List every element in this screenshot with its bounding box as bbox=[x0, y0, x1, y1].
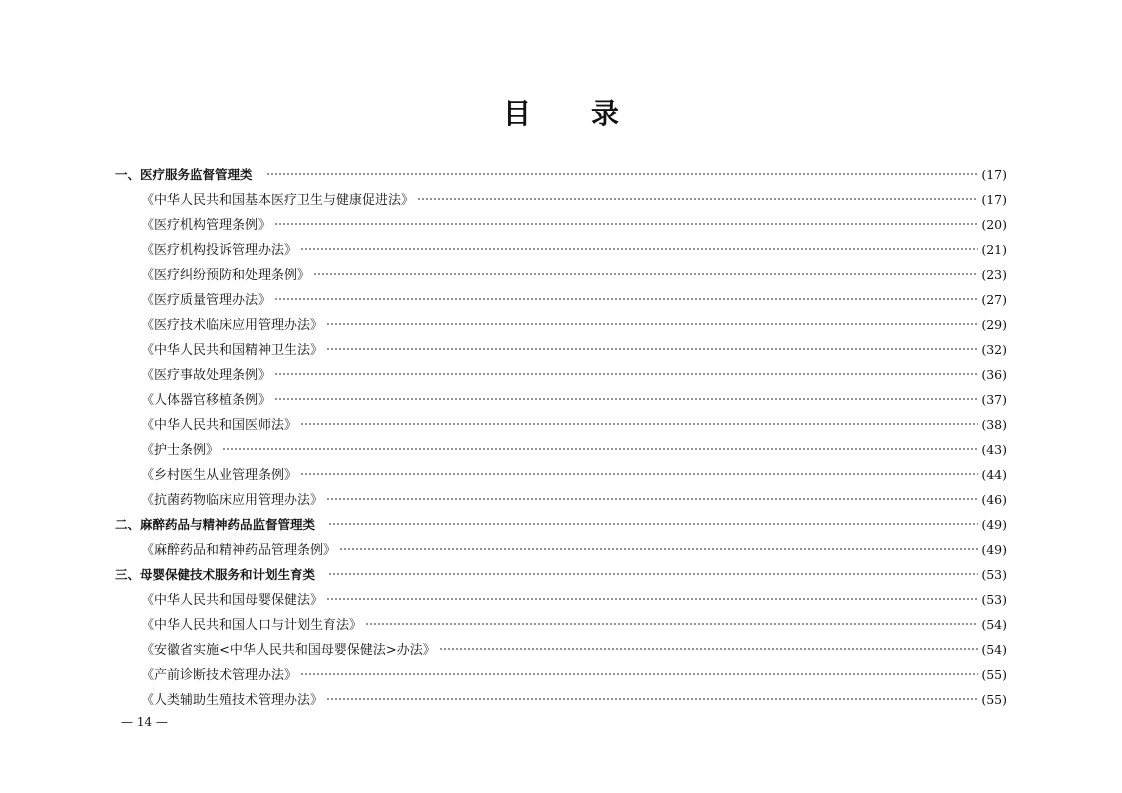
toc-page-number: (49) bbox=[981, 542, 1007, 557]
dot-leader bbox=[266, 173, 979, 175]
toc-item-row bbox=[115, 362, 1007, 387]
toc-item-row bbox=[115, 237, 1007, 262]
dot-leader bbox=[326, 348, 978, 350]
toc-page-number: (46) bbox=[981, 492, 1007, 507]
dot-leader bbox=[339, 548, 978, 550]
toc-entry-title: 《人体器官移植条例》 bbox=[141, 393, 272, 408]
dot-leader bbox=[326, 698, 978, 700]
dot-leader bbox=[300, 673, 978, 675]
toc-entry-title: 《医疗事故处理条例》 bbox=[141, 368, 272, 383]
toc-entry-title: 《中华人民共和国医师法》 bbox=[141, 418, 298, 433]
dot-leader bbox=[274, 373, 978, 375]
toc-section-row bbox=[115, 512, 1007, 537]
toc-item-row bbox=[115, 487, 1007, 512]
toc-item-row bbox=[115, 662, 1007, 687]
toc-page-number: (27) bbox=[981, 292, 1007, 307]
toc-entry-title: 《中华人民共和国精神卫生法》 bbox=[141, 343, 324, 358]
dot-leader bbox=[326, 323, 978, 325]
toc-page-number: (55) bbox=[981, 667, 1007, 682]
toc-page-number: (37) bbox=[981, 392, 1007, 407]
toc-page-number: (17) bbox=[981, 192, 1007, 207]
toc-page-number: (53) bbox=[981, 592, 1007, 607]
toc-section-row bbox=[115, 562, 1007, 587]
title-char-1: 目 bbox=[502, 97, 531, 130]
toc-item-row bbox=[115, 537, 1007, 562]
toc-item-row bbox=[115, 437, 1007, 462]
toc-page-number: (43) bbox=[981, 442, 1007, 457]
toc-page-number: (38) bbox=[981, 417, 1007, 432]
dot-leader bbox=[300, 473, 978, 475]
toc-entry-title: 《人类辅助生殖技术管理办法》 bbox=[141, 693, 324, 708]
toc-item-row bbox=[115, 312, 1007, 337]
toc-page-number: (29) bbox=[981, 317, 1007, 332]
dot-leader bbox=[300, 423, 978, 425]
dot-leader bbox=[326, 598, 978, 600]
toc-page-number: (53) bbox=[981, 567, 1007, 582]
toc-page-number: (54) bbox=[981, 642, 1007, 657]
toc-entry-title: 《中华人民共和国基本医疗卫生与健康促进法》 bbox=[141, 193, 415, 208]
toc-item-row bbox=[115, 687, 1007, 712]
toc-page-number: (49) bbox=[981, 517, 1007, 532]
dot-leader bbox=[439, 648, 979, 650]
toc-page-number: (17) bbox=[981, 167, 1007, 182]
toc-page-number: (54) bbox=[981, 617, 1007, 632]
dot-leader bbox=[274, 298, 978, 300]
toc-entry-title: 《产前诊断技术管理办法》 bbox=[141, 668, 298, 683]
title-char-2: 录 bbox=[591, 97, 620, 130]
toc-item-row bbox=[115, 637, 1007, 662]
toc-entry-title: 三、母婴保健技术服务和计划生育类 bbox=[115, 567, 316, 582]
toc-entry-title: 《麻醉药品和精神药品管理条例》 bbox=[141, 543, 337, 558]
dot-leader bbox=[300, 248, 978, 250]
table-of-contents bbox=[115, 162, 1007, 712]
toc-entry-title: 《医疗质量管理办法》 bbox=[141, 293, 272, 308]
toc-entry-title: 《医疗技术临床应用管理办法》 bbox=[141, 318, 324, 333]
dot-leader bbox=[326, 498, 978, 500]
toc-item-row bbox=[115, 587, 1007, 612]
toc-entry-title: 《护士条例》 bbox=[141, 443, 220, 458]
toc-item-row bbox=[115, 412, 1007, 437]
toc-item-row bbox=[115, 387, 1007, 412]
toc-entry-title: 《中华人民共和国母婴保健法》 bbox=[141, 593, 324, 608]
toc-page-number: (36) bbox=[981, 367, 1007, 382]
toc-item-row bbox=[115, 612, 1007, 637]
toc-page-number: (55) bbox=[981, 692, 1007, 707]
toc-item-row bbox=[115, 212, 1007, 237]
dot-leader bbox=[417, 198, 978, 200]
toc-entry-title: 《安徽省实施<中华人民共和国母婴保健法>办法》 bbox=[141, 643, 436, 658]
toc-entry-title: 《中华人民共和国人口与计划生育法》 bbox=[141, 618, 363, 633]
toc-entry-title: 《医疗机构投诉管理办法》 bbox=[141, 243, 298, 258]
toc-item-row bbox=[115, 262, 1007, 287]
toc-section-row bbox=[115, 162, 1007, 187]
dot-leader bbox=[313, 273, 978, 275]
toc-item-row bbox=[115, 462, 1007, 487]
toc-item-row bbox=[115, 187, 1007, 212]
toc-item-row bbox=[115, 287, 1007, 312]
toc-entry-title: 《乡村医生从业管理条例》 bbox=[141, 468, 298, 483]
dot-leader bbox=[274, 398, 978, 400]
page-title bbox=[0, 96, 1122, 132]
toc-page-number: (21) bbox=[981, 242, 1007, 257]
dot-leader bbox=[222, 448, 978, 450]
toc-item-row bbox=[115, 337, 1007, 362]
toc-page-number: (20) bbox=[981, 217, 1007, 232]
dot-leader bbox=[328, 523, 978, 525]
dot-leader bbox=[328, 573, 978, 575]
dot-leader bbox=[274, 223, 978, 225]
toc-page-number: (44) bbox=[981, 467, 1007, 482]
dot-leader bbox=[365, 623, 978, 625]
toc-entry-title: 《抗菌药物临床应用管理办法》 bbox=[141, 493, 324, 508]
toc-entry-title: 《医疗纠纷预防和处理条例》 bbox=[141, 268, 311, 283]
toc-entry-title: 二、麻醉药品与精神药品监督管理类 bbox=[115, 517, 316, 532]
toc-entry-title: 一、医疗服务监督管理类 bbox=[115, 167, 253, 182]
toc-page-number: (23) bbox=[981, 267, 1007, 282]
toc-page-number: (32) bbox=[981, 342, 1007, 357]
page-number: — 14 — bbox=[121, 715, 168, 729]
toc-entry-title: 《医疗机构管理条例》 bbox=[141, 218, 272, 233]
